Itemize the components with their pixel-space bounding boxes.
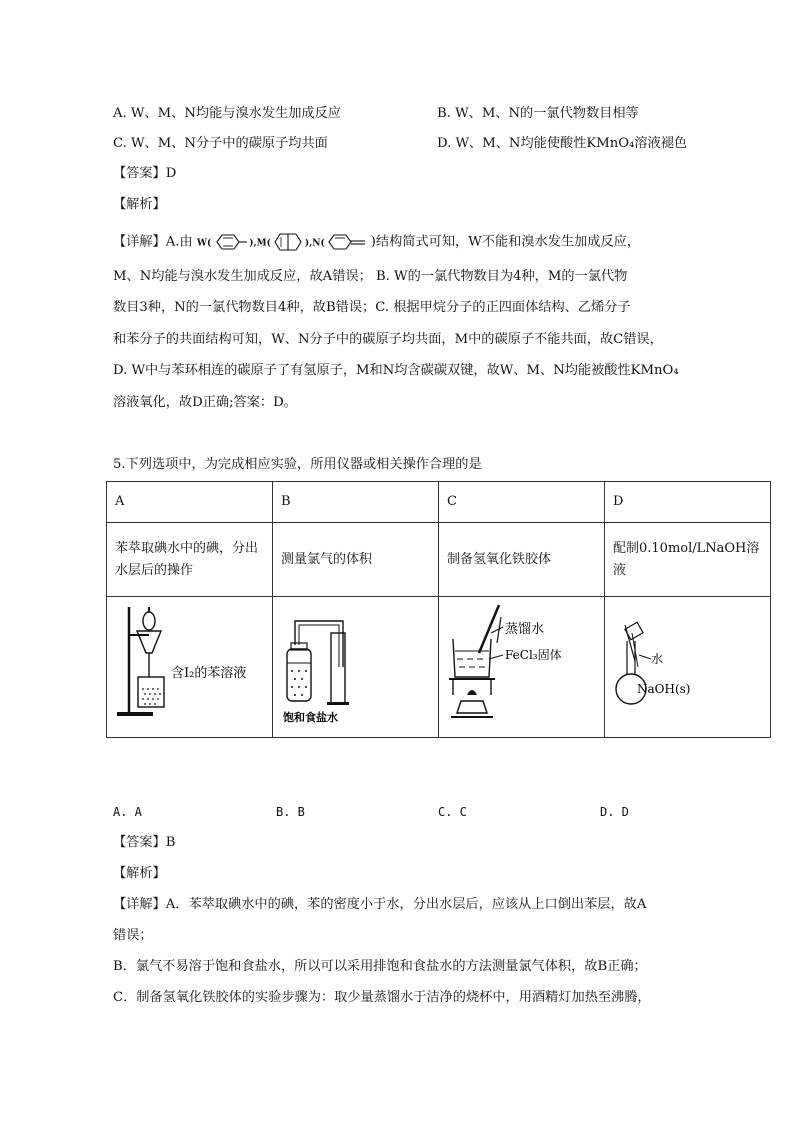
colloid-preparation-figure	[439, 597, 604, 729]
label-c-solid: FeCl₃固体	[505, 648, 562, 662]
description-d: 配制0.10mol/LNaOH溶液	[605, 523, 771, 597]
label-d-solid: NaOH(s)	[637, 682, 691, 696]
q4-answer: 【答案】D	[113, 166, 177, 181]
label-w: W(	[196, 238, 212, 249]
label-a-solution: 含I₂的苯溶液	[171, 666, 247, 681]
molecule-n-structure	[325, 233, 371, 251]
q4-detail-line2: M、N均能与溴水发生加成反应，故A错误； B. W的一氯代物数目为4种，M的一氯代物	[113, 269, 628, 284]
q4-detail-line1	[113, 232, 640, 254]
header-c: C	[439, 482, 605, 523]
separatory-funnel-figure	[107, 597, 272, 729]
q4-detail-line3: 数目3种，N的一氯代物数目4种，故B错误；C. 根据甲烷分子的正四面体结构、乙烯分子	[113, 300, 631, 315]
table-description-row	[107, 523, 771, 597]
q5-answer: 【答案】B	[113, 835, 176, 850]
q5-option-d: D. D	[600, 805, 629, 819]
figure-c-cell	[439, 597, 605, 738]
figure-b-cell	[273, 597, 439, 738]
header-d: D	[605, 482, 771, 523]
table-header-row	[107, 482, 771, 523]
q4-detail-line4: 和苯分子的共面结构可知，W、N分子中的碳原子均共面，M中的碳原子不能共面，故C错误，	[113, 332, 663, 347]
q4-detail-line6: 溶液氧化，故D正确;答案：D。	[113, 395, 297, 410]
q5-option-a: A. A	[113, 805, 142, 819]
q4-option-b: B. W、M、N的一氯代物数目相等	[437, 106, 639, 121]
q5-stem: 5.下列选项中，为完成相应实验，所用仪器或相关操作合理的是	[113, 457, 482, 472]
q5-detail-line1: 【详解】A．苯萃取碘水中的碘，苯的密度小于水，分出水层后，应该从上口倒出苯层，故A	[113, 897, 647, 912]
figure-a-cell	[107, 597, 273, 738]
q5-options-table	[106, 481, 771, 738]
header-b: B	[273, 482, 439, 523]
q4-option-d: D. W、M、N均能使酸性KMnO₄溶液褪色	[437, 136, 688, 151]
volumetric-flask-figure	[605, 597, 770, 729]
q4-option-a: A. W、M、N均能与溴水发生加成反应	[113, 106, 341, 121]
q4-analysis-label: 【解析】	[113, 197, 166, 212]
label-c-water: 蒸馏水	[505, 622, 545, 637]
q5-detail-line4: C．制备氢氧化铁胶体的实验步骤为：取少量蒸馏水于洁净的烧杯中，用酒精灯加热至沸腾，	[113, 990, 651, 1005]
q5-option-c: C. C	[438, 805, 467, 819]
q5-detail-line2: 错误；	[113, 928, 153, 943]
molecule-w-structure	[211, 233, 249, 251]
description-a: 苯萃取碘水中的碘，分出水层后的操作	[107, 523, 273, 597]
q5-analysis-label: 【解析】	[113, 866, 166, 881]
label-n: ),N(	[304, 238, 325, 249]
q4-detail-line5: D. W中与苯环相连的碳原子了有氢原子，M和N均含碳碳双键，故W、M、N均能被酸性KMnO₄	[113, 363, 679, 378]
q4-detail-prefix: 【详解】A.由	[113, 234, 193, 250]
header-a: A	[107, 482, 273, 523]
molecule-m-structure	[271, 232, 305, 252]
description-c: 制备氢氧化铁胶体	[439, 523, 605, 597]
label-d-water: 水	[651, 652, 664, 666]
gas-collection-figure	[273, 597, 438, 729]
q4-detail-suffix: )结构简式可知，W不能和溴水发生加成反应，	[370, 234, 641, 250]
q5-detail-line3: B．氯气不易溶于饱和食盐水，所以可以采用排饱和食盐水的方法测量氯气体积，故B正确；	[113, 959, 647, 974]
q4-option-c: C. W、M、N分子中的碳原子均共面	[113, 136, 328, 151]
label-b-brine: 饱和食盐水	[283, 711, 338, 724]
figure-d-cell	[605, 597, 771, 738]
label-m: ),M(	[249, 238, 271, 249]
q5-option-b: B. B	[276, 805, 305, 819]
table-figure-row	[107, 597, 771, 738]
description-b: 测量氯气的体积	[273, 523, 439, 597]
